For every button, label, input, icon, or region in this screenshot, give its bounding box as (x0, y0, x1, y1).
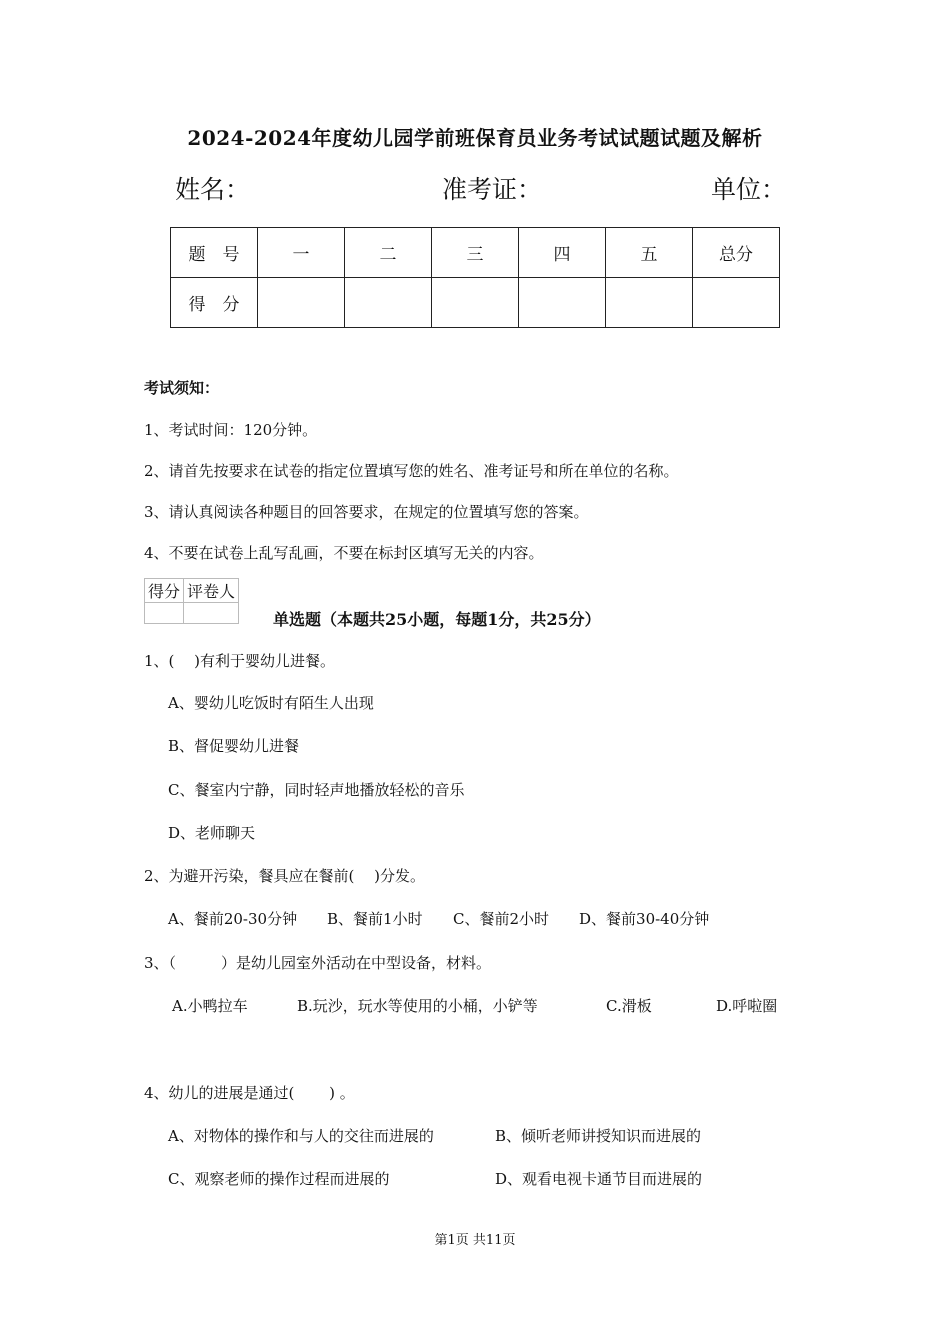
question-option: A、对物体的操作和与人的交往而进展的 (168, 1127, 434, 1145)
question-option: C、餐室内宁静，同时轻声地播放轻松的音乐 (168, 781, 465, 799)
question-stem: 2、为避开污染，餐具应在餐前( )分发。 (144, 867, 426, 885)
notice-item: 3、请认真阅读各种题目的回答要求，在规定的位置填写您的答案。 (144, 503, 589, 521)
score-table-header: 总分 (693, 228, 780, 278)
question-option: C、观察老师的操作过程而进展的 (168, 1170, 390, 1188)
score-cell (345, 278, 432, 328)
notice-item: 2、请首先按要求在试卷的指定位置填写您的姓名、准考证号和所在单位的名称。 (144, 462, 679, 480)
page-footer: 第1页 共11页 (434, 1233, 516, 1248)
question-option: A、餐前20-30分钟 (168, 910, 298, 928)
score-table-header-row (171, 228, 780, 278)
score-cell (258, 278, 345, 328)
question-option: A.小鸭拉车 (172, 997, 248, 1015)
notice-item: 4、不要在试卷上乱写乱画，不要在标封区填写无关的内容。 (144, 544, 544, 562)
score-cell (432, 278, 519, 328)
score-table-score-row (171, 278, 780, 328)
question-stem: 3、（ ）是幼儿园室外活动在中型设备，材料。 (144, 954, 492, 972)
score-table (170, 227, 780, 328)
grader-name-cell (184, 603, 239, 624)
question-option: B、倾听老师讲授知识而进展的 (495, 1127, 702, 1145)
section-title: 单选题（本题共25小题，每题1分，共25分） (273, 610, 601, 629)
score-table-header: 一 (258, 228, 345, 278)
question-stem: 1、( )有利于婴幼儿进餐。 (144, 652, 336, 670)
grader-score-cell (145, 603, 184, 624)
exam-id-field-label: 准考证： (442, 175, 543, 204)
grader-name-label: 评卷人 (184, 579, 239, 603)
question-option: D、老师聊天 (168, 824, 256, 842)
question-option: D、观看电视卡通节目而进展的 (495, 1170, 703, 1188)
score-table-header: 五 (606, 228, 693, 278)
unit-field-label: 单位： (711, 175, 787, 204)
notice-heading: 考试须知： (144, 379, 220, 397)
name-field-label: 姓名： (175, 175, 251, 204)
question-option: D、餐前30-40分钟 (579, 910, 710, 928)
question-option: B.玩沙，玩水等使用的小桶，小铲等 (297, 997, 538, 1015)
question-option: B、督促婴幼儿进餐 (168, 737, 300, 755)
score-cell (693, 278, 780, 328)
question-option: D.呼啦圈 (716, 997, 778, 1015)
question-option: B、餐前1小时 (327, 910, 423, 928)
grader-score-label: 得分 (145, 579, 184, 603)
score-table-header: 题 号 (171, 228, 258, 278)
notice-item: 1、考试时间：120分钟。 (144, 421, 318, 439)
grader-box (144, 578, 239, 624)
score-cell (519, 278, 606, 328)
question-option: A、婴幼儿吃饭时有陌生人出现 (168, 694, 374, 712)
score-table-header: 二 (345, 228, 432, 278)
question-stem: 4、幼儿的进展是通过( ) 。 (144, 1084, 355, 1102)
question-option: C、餐前2小时 (453, 910, 550, 928)
document-title: 2024-2024年度幼儿园学前班保育员业务考试试题试题及解析 (187, 126, 763, 150)
score-table-header: 四 (519, 228, 606, 278)
score-table-header: 三 (432, 228, 519, 278)
question-option: C.滑板 (606, 997, 652, 1015)
score-row-label: 得 分 (171, 278, 258, 328)
score-cell (606, 278, 693, 328)
